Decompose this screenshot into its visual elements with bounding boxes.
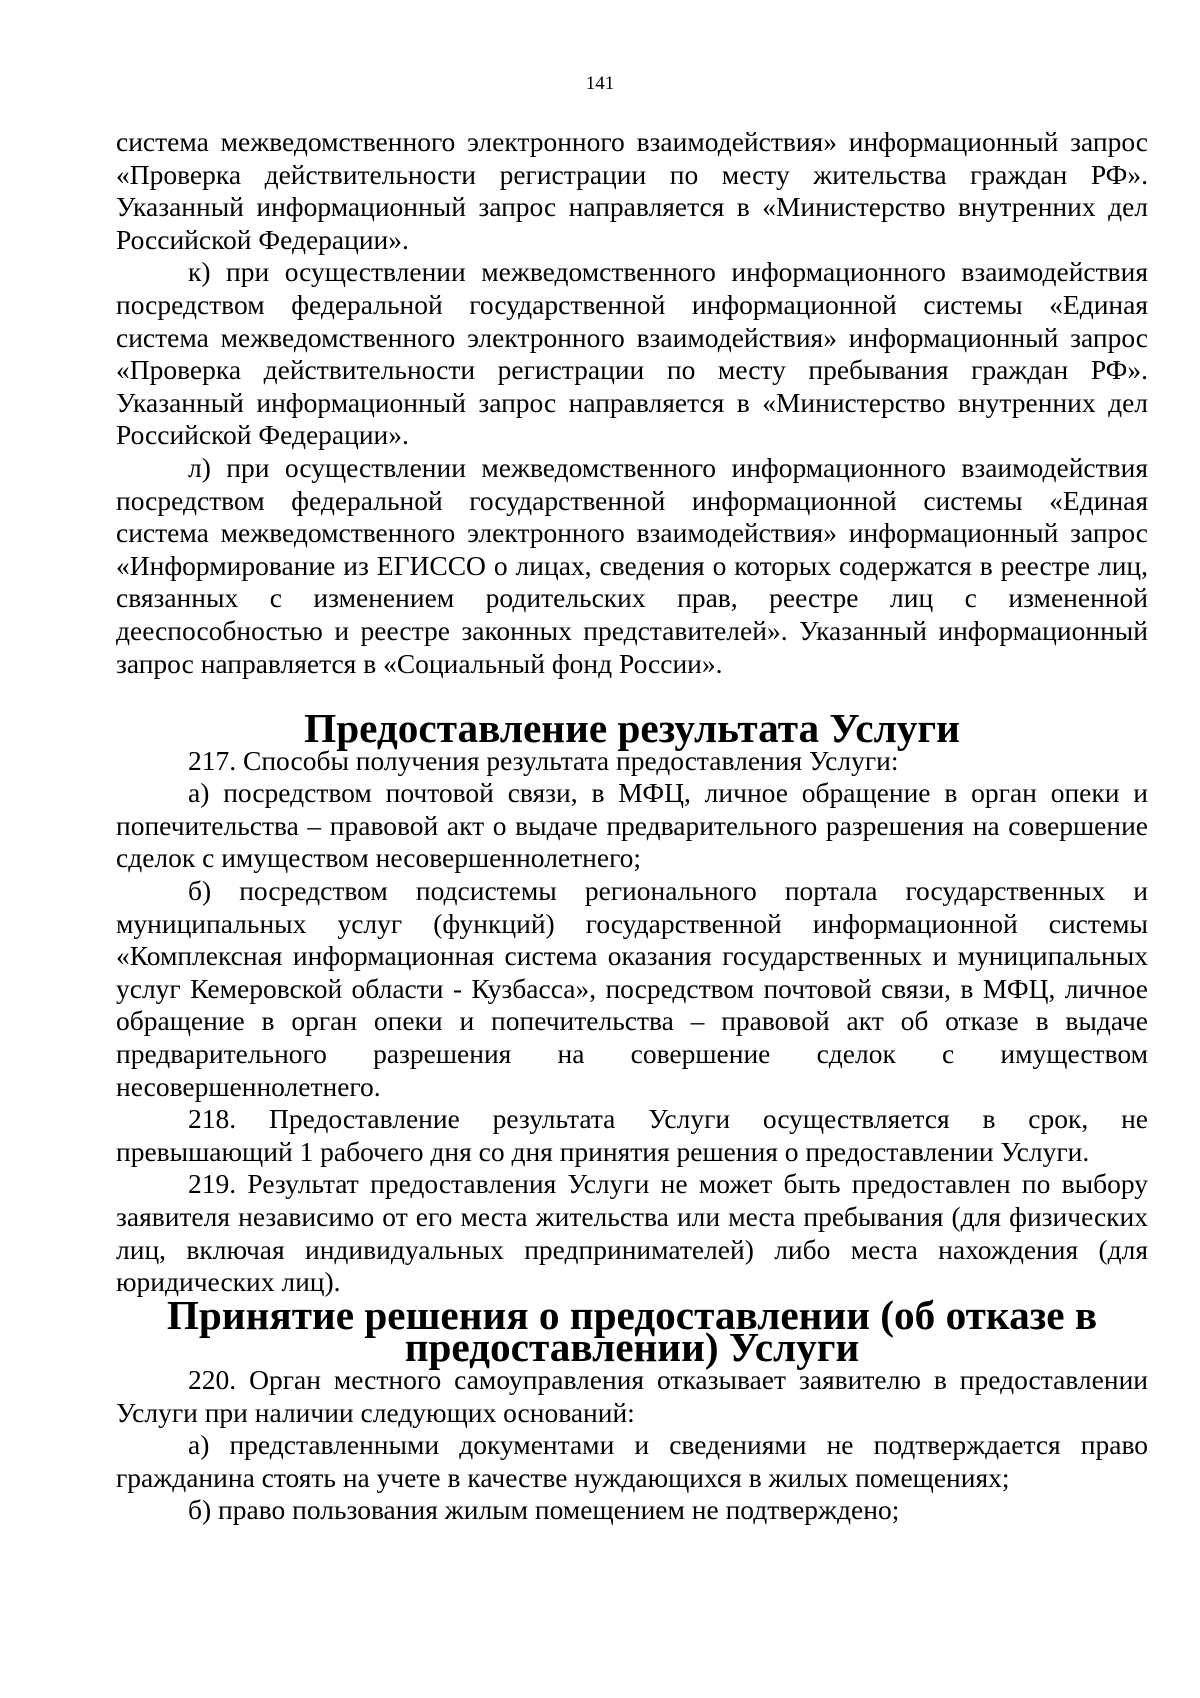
paragraph-continuation: система межведомственного электронного взаимодействия» информационный запрос «Проверка действительности регистрации по месту жительства граждан РФ». Указанный информационный запрос направляется в «Министерство внутренних дел Российской Федерации».: [116, 126, 1148, 255]
page-number: 141: [585, 73, 615, 94]
paragraph-item-k: к) при осуществлении межведомственного информационного взаимодействия посредством федеральной государственной информационной системы «Единая система межведомственного электронного взаимодействия» информационный запрос «Проверка действительности регистрации по месту пребывания граждан РФ». Указанный информационный запрос направляется в «Министерство внутренних дел Российской Федерации».: [116, 256, 1148, 451]
paragraph-item-l: л) при осуществлении межведомственного информационного взаимодействия посредством федеральной государственной информационной системы «Единая система межведомственного электронного взаимодействия» информационный запрос «Информирование из ЕГИССО о лицах, сведения о которых содержатся в реестре лиц, связанных с изменением родительских прав, реестре лиц с измененной дееспособностью и реестре законных представителей». Указанный информационный запрос направляется в «Социальный фонд России».: [116, 451, 1148, 679]
paragraph-220: 220. Орган местного самоуправления отказывает заявителю в предоставлении Услуги при наличии следующих оснований:: [116, 1363, 1148, 1428]
section-heading-decision: Принятие решения о предоставлении (об отказе в предоставлении) Услуги: [166, 1291, 1098, 1371]
section-heading-result: Предоставление результата Услуги: [304, 705, 960, 752]
document-body: [116, 126, 1148, 1527]
paragraph-219: 219. Результат предоставления Услуги не может быть предоставлен по выбору заявителя независимо от его места жительства или места пребывания (для физических лиц, включая индивидуальных предпринимателей) либо места нахождения (для юридических лиц).: [116, 1168, 1148, 1298]
paragraph-217-a: а) посредством почтовой связи, в МФЦ, личное обращение в орган опеки и попечительства – правовой акт о выдаче предварительного разрешения на совершение сделок с имуществом несовершеннолетнего;: [116, 777, 1148, 874]
paragraph-217-b: б) посредством подсистемы регионального портала государственных и муниципальных услуг (функций) государственной информационной системы «Комплексная информационная система оказания государственных и муниципальных услуг Кемеровской области - Кузбасса», посредством почтовой связи, в МФЦ, личное обращение в орган опеки и попечительства – правовой акт об отказе в выдаче предварительного разрешения на совершение сделок с имуществом несовершеннолетнего.: [116, 875, 1148, 1102]
paragraph-220-a: а) представленными документами и сведениями не подтверждается право гражданина стоять на учете в качестве нуждающихся в жилых помещениях;: [116, 1429, 1148, 1493]
paragraph-218: 218. Предоставление результата Услуги осуществляется в срок, не превышающий 1 рабочего дня со дня принятия решения о предоставлении Услуги.: [116, 1103, 1148, 1167]
paragraph-220-b: б) право пользования жилым помещением не подтверждено;: [188, 1494, 900, 1526]
paragraph-217: 217. Способы получения результата предоставления Услуги:: [188, 744, 899, 776]
